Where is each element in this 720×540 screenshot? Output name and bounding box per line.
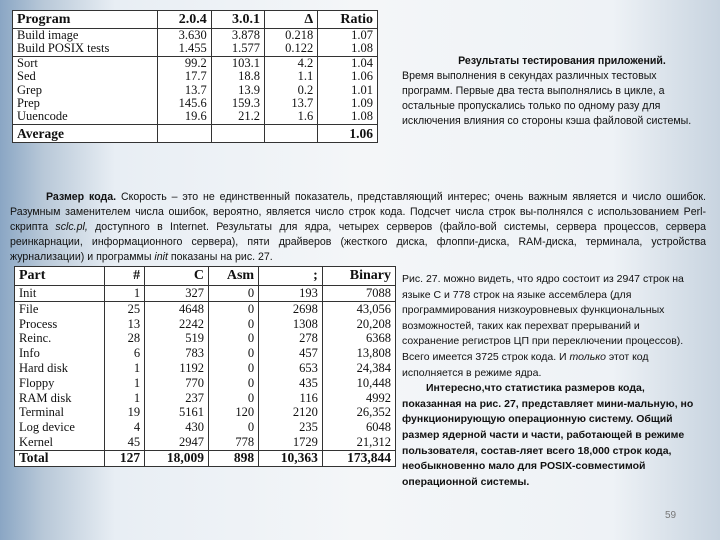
footer-cell — [211, 124, 264, 142]
table-cell: 435 — [259, 376, 323, 391]
table-cell: 2947 — [145, 435, 209, 450]
caption-body: Время выполнения в секундах различных тестовых программ. Первые два теста выполнялись в цикле, а остальные пропускались только по одному разу для исключения влияния со стороны кэша файловой системы. — [402, 70, 692, 127]
table-cell: Kernel — [15, 435, 105, 450]
table-cell: 0 — [208, 346, 258, 361]
table-cell: 0.2 — [264, 84, 317, 97]
table-cell: 17.7 — [158, 70, 211, 83]
table-cell: 1729 — [259, 435, 323, 450]
table-cell: Process — [15, 317, 105, 332]
table-cell: 1.6 — [264, 110, 317, 124]
header-semicolon: ; — [259, 267, 323, 286]
table-cell: 1 — [104, 361, 144, 376]
table-cell: 1.04 — [318, 56, 378, 70]
table-cell: 0 — [208, 286, 258, 302]
footer-cell: 898 — [208, 450, 258, 466]
table-cell: 116 — [259, 391, 323, 406]
code-size-row — [15, 317, 396, 332]
table-cell: Prep — [13, 97, 158, 110]
benchmark-row — [13, 70, 378, 83]
code-size-row — [15, 346, 396, 361]
table-cell: 19 — [104, 405, 144, 420]
table-cell: 1 — [104, 391, 144, 406]
header-version-301: 3.0.1 — [211, 11, 264, 29]
table-cell: 18.8 — [211, 70, 264, 83]
table-cell: 1192 — [145, 361, 209, 376]
benchmark-row — [13, 56, 378, 70]
code-size-header-row — [15, 267, 396, 286]
footer-cell: Total — [15, 450, 105, 466]
table-cell: 1.01 — [318, 84, 378, 97]
table-cell: Uuencode — [13, 110, 158, 124]
table-cell: 4992 — [322, 391, 395, 406]
table-cell: 1.1 — [264, 70, 317, 83]
table-cell: 2242 — [145, 317, 209, 332]
table-cell: 4 — [104, 420, 144, 435]
table-cell: 0 — [208, 331, 258, 346]
table-cell: Build POSIX tests — [13, 42, 158, 56]
table-cell: Terminal — [15, 405, 105, 420]
table-cell: 430 — [145, 420, 209, 435]
code-size-description — [402, 272, 698, 490]
benchmark-row — [13, 97, 378, 110]
table-cell: 653 — [259, 361, 323, 376]
table-cell: 1.577 — [211, 42, 264, 56]
code-size-footer-row — [15, 450, 396, 466]
table-cell: 13,808 — [322, 346, 395, 361]
table-cell: 0 — [208, 391, 258, 406]
table-cell: 0 — [208, 317, 258, 332]
table-cell: 1.08 — [318, 42, 378, 56]
footer-cell — [158, 124, 211, 142]
table-cell: 103.1 — [211, 56, 264, 70]
table-cell: 24,384 — [322, 361, 395, 376]
table-cell: File — [15, 301, 105, 316]
benchmark-header-row — [13, 11, 378, 29]
table-cell: 0.218 — [264, 29, 317, 43]
table-cell: 3.878 — [211, 29, 264, 43]
table-cell: 0 — [208, 361, 258, 376]
benchmark-row — [13, 110, 378, 124]
table-cell: 43,056 — [322, 301, 395, 316]
header-ratio: Ratio — [318, 11, 378, 29]
table-cell: 457 — [259, 346, 323, 361]
code-size-table — [14, 266, 396, 467]
code-size-row — [15, 301, 396, 316]
table-cell: 1.08 — [318, 110, 378, 124]
benchmark-row — [13, 29, 378, 43]
code-size-row — [15, 376, 396, 391]
footer-cell: 127 — [104, 450, 144, 466]
table-cell: 21,312 — [322, 435, 395, 450]
table-cell: 7088 — [322, 286, 395, 302]
table-cell: 5161 — [145, 405, 209, 420]
table-cell: 2698 — [259, 301, 323, 316]
table-cell: 0 — [208, 301, 258, 316]
table-cell: 25 — [104, 301, 144, 316]
benchmark-row — [13, 84, 378, 97]
paragraph-text-1: Скорость – это не единственный показатель, представляющий интерес; очень важным является и число ошибок. Разумным заменителем числа ошибок, вероятно, является число строк кода. Подсчет числа строк вы-полнялся с использованием Perl-скрипта — [10, 191, 706, 233]
table-cell: 13.7 — [264, 97, 317, 110]
table-cell: 1.06 — [318, 70, 378, 83]
table-cell: 45 — [104, 435, 144, 450]
benchmark-table — [12, 10, 378, 143]
page-number: 59 — [665, 510, 677, 521]
table-cell: 159.3 — [211, 97, 264, 110]
table-cell: 1.455 — [158, 42, 211, 56]
table-cell: 28 — [104, 331, 144, 346]
table-cell: 783 — [145, 346, 209, 361]
table-cell: 19.6 — [158, 110, 211, 124]
table-cell: 13 — [104, 317, 144, 332]
code-size-row — [15, 435, 396, 450]
init-word: init — [154, 251, 168, 263]
table-cell: Sort — [13, 56, 158, 70]
footer-cell — [264, 124, 317, 142]
table-cell: 0 — [208, 420, 258, 435]
table-cell: 235 — [259, 420, 323, 435]
table-cell: 26,352 — [322, 405, 395, 420]
code-size-row — [15, 286, 396, 302]
table-cell: 13.9 — [211, 84, 264, 97]
table-cell: 6368 — [322, 331, 395, 346]
table-cell: Sed — [13, 70, 158, 83]
footer-cell: 1.06 — [318, 124, 378, 142]
footer-cell: 10,363 — [259, 450, 323, 466]
table-cell: 327 — [145, 286, 209, 302]
table-cell: 193 — [259, 286, 323, 302]
paragraph-text-2: доступного в Internet. Результаты для ядра, четырех серверов (файло-вой системы, сервера процессов, сервера реинкарнации, информационного сервера), пяти драйверов (жесткого диска, флоппи-диска, RAM-диска, терминала, устройства журнализации) и программы — [10, 221, 706, 263]
benchmark-row — [13, 42, 378, 56]
table-cell: 0 — [208, 376, 258, 391]
header-count: # — [104, 267, 144, 286]
table-cell: Info — [15, 346, 105, 361]
header-delta: Δ — [264, 11, 317, 29]
table-cell: 21.2 — [211, 110, 264, 124]
table-cell: 120 — [208, 405, 258, 420]
benchmark-footer-row — [13, 124, 378, 142]
code-size-row — [15, 405, 396, 420]
table-cell: 237 — [145, 391, 209, 406]
only-word: только — [569, 350, 607, 363]
code-size-row — [15, 331, 396, 346]
table-cell: 778 — [208, 435, 258, 450]
table-cell: 1308 — [259, 317, 323, 332]
side-text-1: Рис. 27. можно видеть, что ядро состоит из 2947 строк на языке С и 778 строк на языке ассемблера (для программирования низкоуровневых функциональных возможностей, таких как перехват прерываний и сохранение регистров ЦП при переключении процессов). Всего имеется 3725 строк кода. И — [402, 273, 684, 363]
paragraph-lead: Размер кода. — [46, 191, 117, 203]
table-cell: 20,208 — [322, 317, 395, 332]
code-size-row — [15, 420, 396, 435]
table-cell: 1.07 — [318, 29, 378, 43]
table-cell: 278 — [259, 331, 323, 346]
table-cell: 1 — [104, 376, 144, 391]
table-cell: Init — [15, 286, 105, 302]
caption-title: Результаты тестирования приложений. — [458, 55, 666, 67]
table-cell: 3.630 — [158, 29, 211, 43]
table-cell: 6048 — [322, 420, 395, 435]
header-c: C — [145, 267, 209, 286]
header-asm: Asm — [208, 267, 258, 286]
table-cell: Build image — [13, 29, 158, 43]
footer-cell: Average — [13, 124, 158, 142]
table-cell: 13.7 — [158, 84, 211, 97]
table-cell: 1.09 — [318, 97, 378, 110]
code-size-paragraph — [10, 190, 706, 265]
table-cell: Floppy — [15, 376, 105, 391]
table-cell: 1 — [104, 286, 144, 302]
table-cell: 0.122 — [264, 42, 317, 56]
paragraph-text-3: показаны на рис. 27. — [167, 251, 273, 263]
side-text-bold: Интересно,что статистика размеров кода, показанная на рис. 27, представляет мини-мальную, но функционирующую операционную систему. Общий размер ядерной части и части, работающей в режиме пользователя, состав-ляет всего 18,000 строк кода, необыкновенно мало для POSIX-совместимой операционной системы. — [402, 382, 694, 488]
table-cell: 770 — [145, 376, 209, 391]
table-cell: 6 — [104, 346, 144, 361]
header-program: Program — [13, 11, 158, 29]
table-cell: 10,448 — [322, 376, 395, 391]
table-cell: RAM disk — [15, 391, 105, 406]
code-size-row — [15, 361, 396, 376]
side-text-2: этот код исполняется в режиме ядра. — [402, 350, 649, 379]
table-cell: 2120 — [259, 405, 323, 420]
header-binary: Binary — [322, 267, 395, 286]
table-cell: 519 — [145, 331, 209, 346]
table-cell: 4648 — [145, 301, 209, 316]
table-cell: Log device — [15, 420, 105, 435]
benchmark-caption — [402, 54, 702, 129]
table-cell: Hard disk — [15, 361, 105, 376]
header-part: Part — [15, 267, 105, 286]
table-cell: 4.2 — [264, 56, 317, 70]
code-size-row — [15, 391, 396, 406]
header-version-204: 2.0.4 — [158, 11, 211, 29]
script-name: sclc.pl, — [55, 221, 88, 233]
footer-cell: 173,844 — [322, 450, 395, 466]
table-cell: Grep — [13, 84, 158, 97]
table-cell: 99.2 — [158, 56, 211, 70]
table-cell: 145.6 — [158, 97, 211, 110]
footer-cell: 18,009 — [145, 450, 209, 466]
table-cell: Reinc. — [15, 331, 105, 346]
